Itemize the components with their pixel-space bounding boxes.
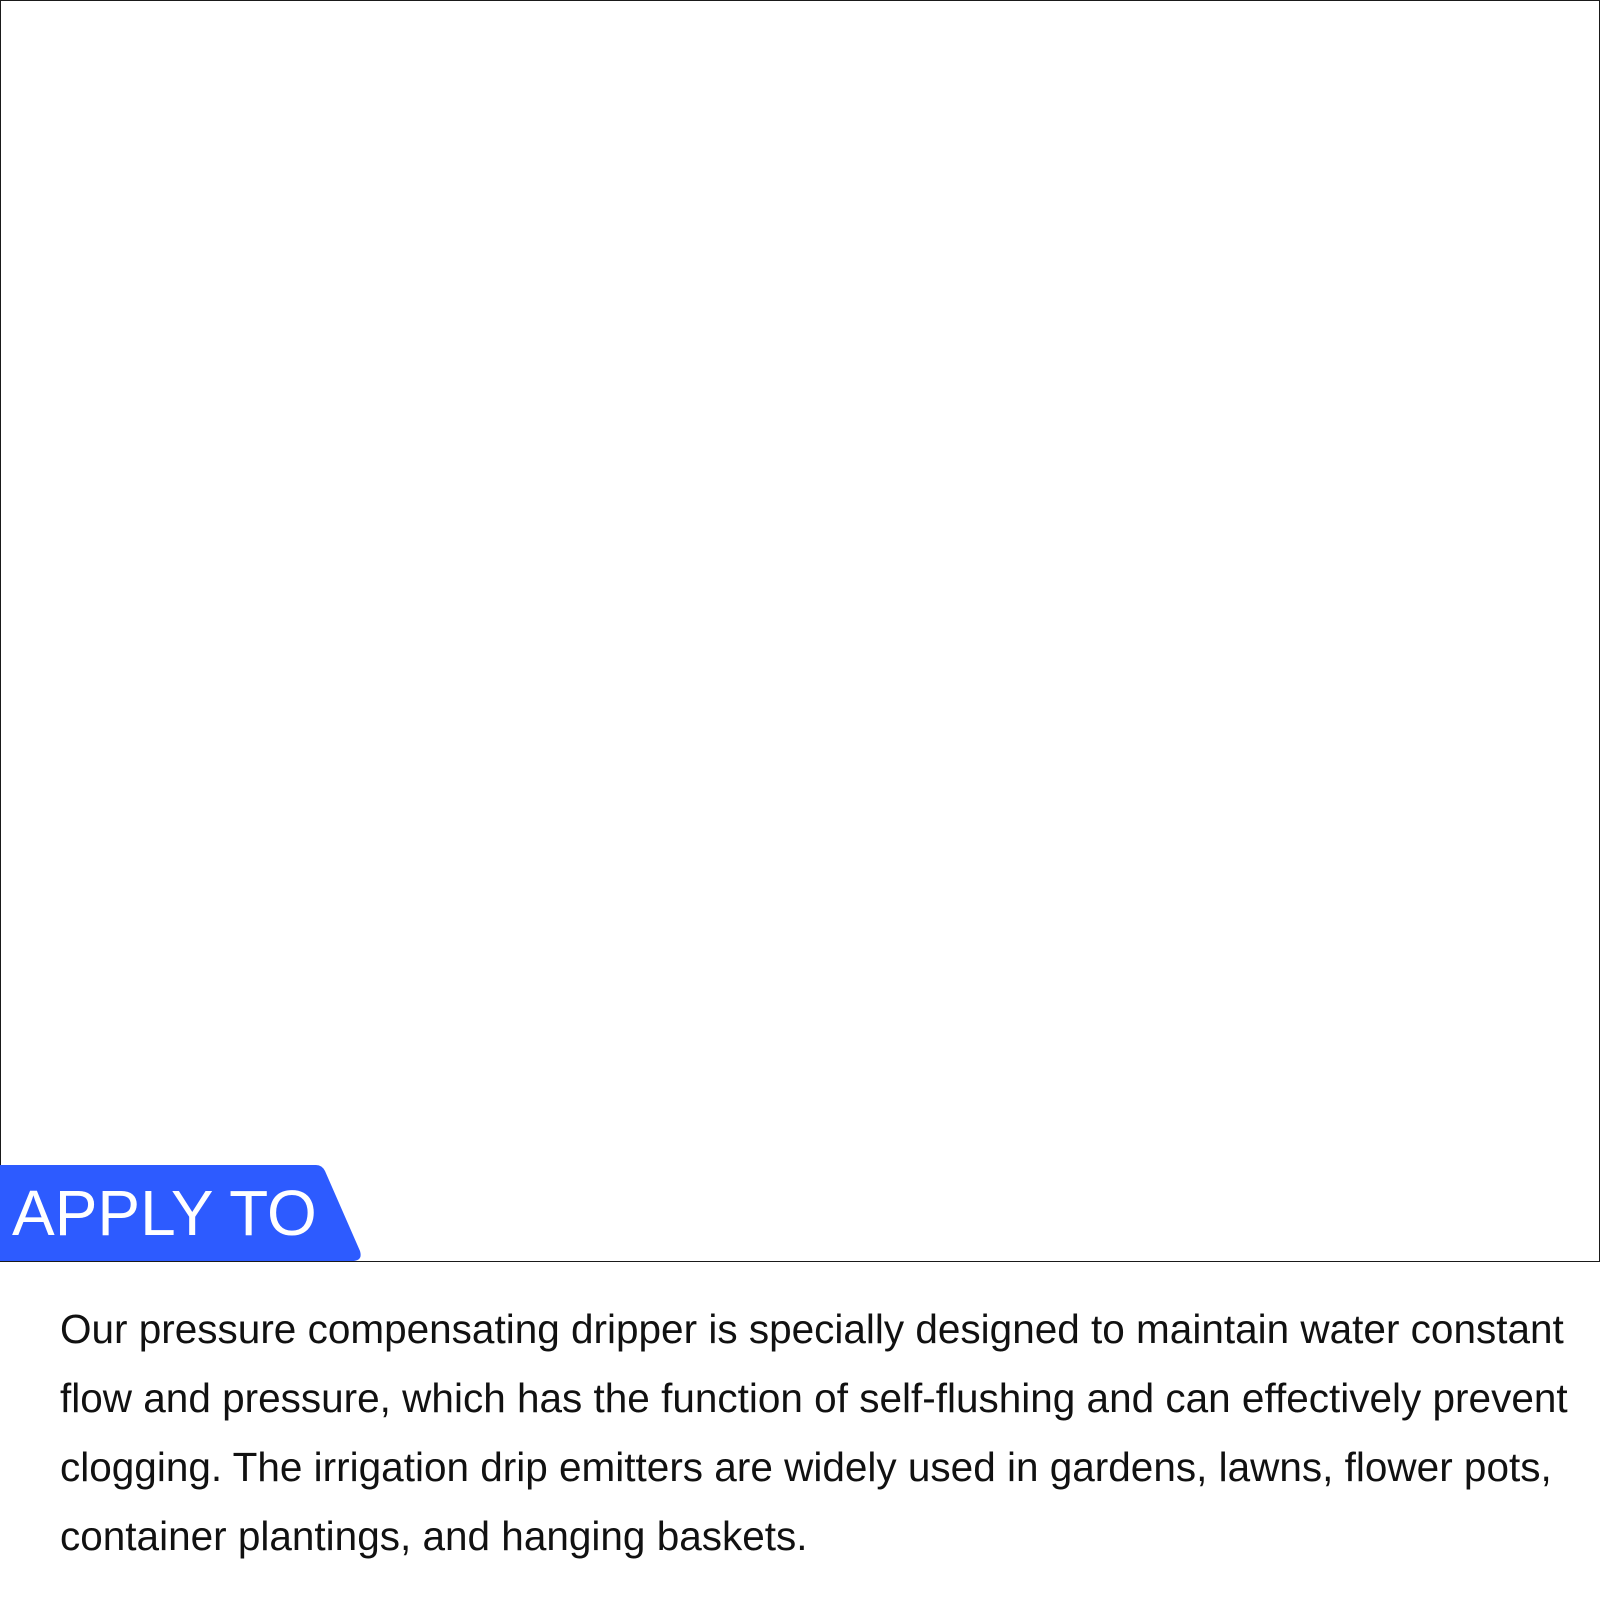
description-text: Our pressure compensating dripper is specially designed to maintain water constant flow and pressure, which has the function of self-flushing and can effectively prevent clogging. The irrigation drip emitters are widely used in gardens, lawns, flower pots, container plantings, and hanging baskets.	[60, 1306, 1568, 1559]
tag-label: APPLY TO	[12, 1177, 317, 1249]
apply-to-tag	[0, 1165, 364, 1261]
